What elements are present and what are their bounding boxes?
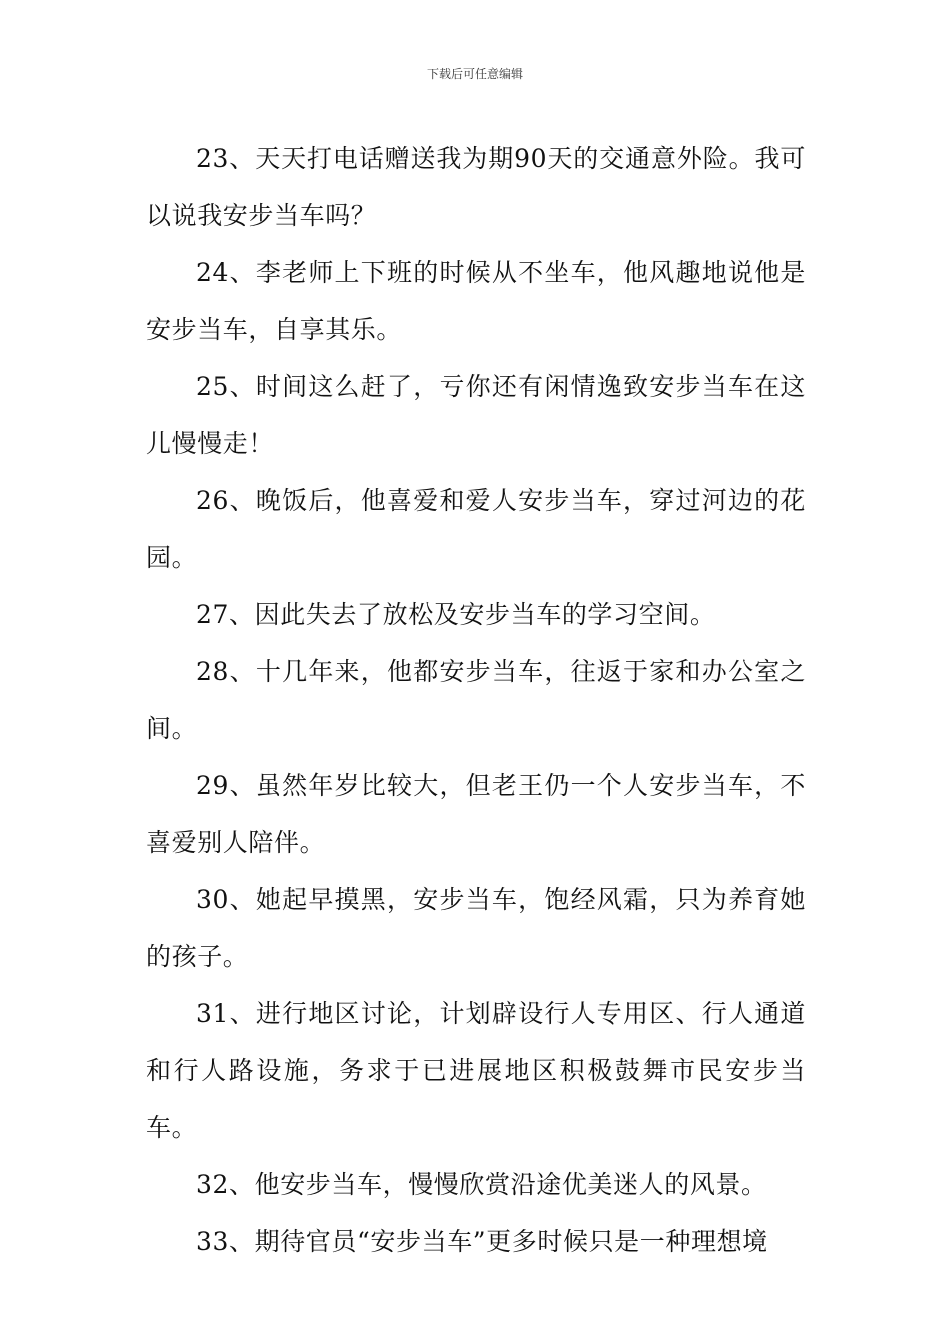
sentence-paragraph: 31、进行地区讨论，计划辟设行人专用区、行人通道和行人路设施，务求于已进展地区积极鼓舞市民安步当车。 [146,999,806,1142]
sentence-paragraph: 25、时间这么赶了，亏你还有闲情逸致安步当车在这儿慢慢走！ [146,372,806,458]
sentence-paragraph: 24、李老师上下班的时候从不坐车，他风趣地说他是安步当车，自享其乐。 [146,258,806,344]
sentence-paragraph: 30、她起早摸黑，安步当车，饱经风霜，只为养育她的孩子。 [146,885,806,971]
sentence-paragraph: 29、虽然年岁比较大，但老王仍一个人安步当车，不喜爱别人陪伴。 [146,771,806,857]
sentence-paragraph: 23、天天打电话赠送我为期90天的交通意外险。我可以说我安步当车吗？ [146,144,806,230]
page-header: 下载后可任意编辑 [426,67,523,81]
sentence-paragraph: 33、期待官员“安步当车”更多时候只是一种理想境 [196,1227,768,1256]
sentence-paragraph: 32、他安步当车，慢慢欣赏沿途优美迷人的风景。 [196,1170,767,1199]
sentence-paragraph: 28、十几年来，他都安步当车，往返于家和办公室之间。 [146,657,806,743]
sentence-paragraph: 26、晚饭后，他喜爱和爱人安步当车，穿过河边的花园。 [146,486,806,572]
document-body [146,130,806,1270]
sentence-paragraph: 27、因此失去了放松及安步当车的学习空间。 [196,600,716,629]
